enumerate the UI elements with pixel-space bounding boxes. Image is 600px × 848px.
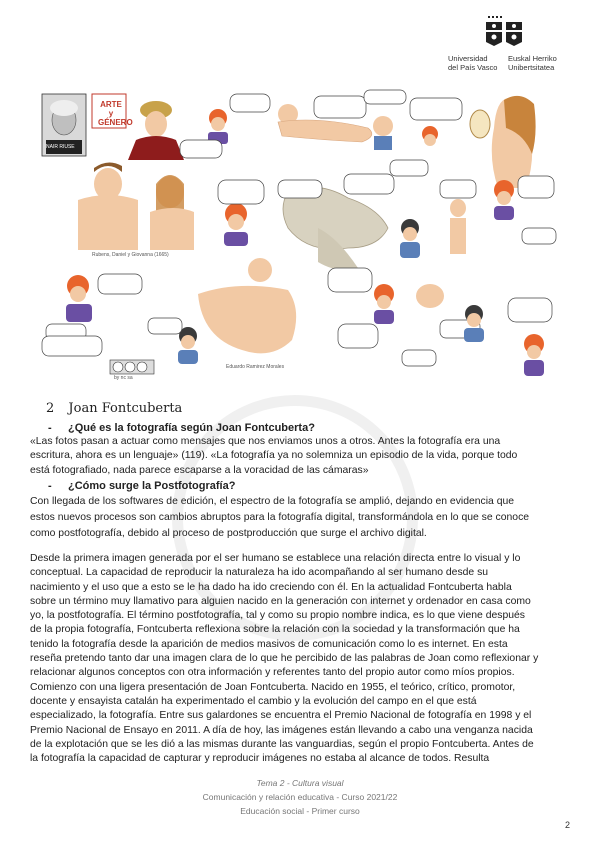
- quote-paragraph: [30, 435, 572, 478]
- logo-right-line1: Euskal Herriko: [508, 54, 557, 63]
- answer-line: Con llegada de los softwares de edición, el espectro de la fotografía se amplió, dejando en evidencia que: [30, 496, 515, 507]
- logo-left-line2: del País Vasco: [448, 63, 498, 72]
- body-line: reseña pretendo tanto dar una imagen clara de lo que he percibido de las palabras de Joan como reflexionar y: [30, 653, 539, 665]
- body-line: docente y ensayista catalán ha experimentado el cambio y la evolución del campo en el que está: [30, 695, 477, 707]
- comic-credit-left: Rubens, Daniel y Giovanna (1665): [92, 252, 169, 258]
- answer-line: estos nuevos procesos son cambios abruptos para la fotografía digital, transformándola en lo que se conoce: [30, 512, 530, 523]
- logo-left-line1: Universidad: [448, 54, 488, 63]
- footer-program: Educación social - Primer curso: [240, 806, 360, 816]
- footer-course: Comunicación y relación educativa - Curso 2021/22: [202, 792, 398, 802]
- section-heading: [46, 401, 182, 416]
- portrait-caption: NAIR RIUSE: [46, 144, 75, 150]
- question-2-text: ¿Cómo surge la Postfotografía?: [68, 480, 236, 492]
- footer-topic: Tema 2 - Cultura visual: [256, 778, 344, 788]
- body-paragraph: [30, 552, 572, 766]
- body-line: nacimiento y el uso que a esto se le ha dado ha ido creciendo con él. En la actualidad Fontcuberta habla: [30, 581, 512, 593]
- comic-illustration: [38, 88, 560, 386]
- section-title: Joan Fontcuberta: [68, 401, 183, 416]
- page-number: 2: [564, 820, 570, 830]
- answer-line: como postfotografía, debido al proceso de postproducción que surge el archivo digital.: [30, 528, 427, 539]
- quote-line: escritura, ahora es un lenguaje» (119). «La fotografía ya no solemniza un episodio de la vida, porque todo: [30, 450, 518, 462]
- question-2-dash: -: [48, 480, 52, 492]
- body-line: de la explotación que se les dió a las mismas durante las vanguardias, según el propio Fontcuberta. Antes de: [30, 738, 534, 750]
- question-1-dash: -: [48, 422, 52, 434]
- body-line: sobre un término muy llamativo para alguien nacido en la generación con internet y ordenador en casa como: [30, 595, 531, 607]
- body-line: tenido la fotografía desde la aparición de medios masivos de comunicación como lo es internet. En esta: [30, 638, 508, 650]
- body-line: relacionar algunos conceptos con otra información y referentes tanto del propio autor como míos propios.: [30, 667, 515, 679]
- license-badge: by nc sa: [114, 375, 133, 381]
- body-line: Comienzo con una ligera presentación de Joan Fontcuberta. Nacido en 1955, el teórico, crítico, promotor,: [30, 681, 516, 693]
- quote-line: «Las fotos pasan a actuar como mensajes que nos enviamos unos a otros. Antes la fotografía era una: [30, 436, 501, 447]
- answer-paragraph: [30, 494, 572, 542]
- body-line: Desde la primera imagen generada por el ser humano se establece una relación directa entre lo visual y lo: [30, 553, 521, 564]
- quote-line: está fotografiado, nada parece escaparse a la voracidad de las cámaras»: [30, 464, 369, 476]
- question-2: [48, 480, 235, 492]
- logo-text-right: [508, 54, 557, 72]
- body-line: especializado, la fotografía. Entre sus galardones se encuentra el Premio Nacional de fotografía en 1998 y el: [30, 710, 532, 722]
- section-number: 2: [46, 401, 55, 416]
- logo-text-left: [448, 54, 497, 72]
- body-line: Premio Nacional de Ensayo en 2011. A día de hoy, las imágenes están llevando a cabo una venganza nacida: [30, 724, 533, 736]
- body-line: yo, la postfotografía. El término postfotografía, tal y como su propio nombre indica, es lo que viene después: [30, 610, 525, 622]
- comic-drawing: [38, 88, 560, 386]
- question-1-text: ¿Qué es la fotografía según Joan Fontcuberta?: [68, 422, 315, 434]
- question-1: [48, 422, 315, 434]
- logo-right-line2: Unibertsitatea: [508, 63, 555, 72]
- comic-title-sign: ARTE y GÉNERO: [98, 100, 133, 127]
- body-line: conceptual. La capacidad de reproducir la naturaleza ha ido acompañando al ser humano desde su: [30, 567, 489, 579]
- university-emblem-icon: [482, 14, 526, 48]
- comic-credit-right: Eduardo Ramirez Morales: [226, 364, 285, 370]
- university-logo: [442, 14, 562, 74]
- body-line: la fotografía la capacidad de capturar y reproducir imágenes no estaba al alcance de todos. Resulta: [30, 753, 490, 765]
- body-line: de la propia fotografía, Fontcuberta reflexiona sobre la relación con la sociedad y la transformación que ha: [30, 624, 520, 636]
